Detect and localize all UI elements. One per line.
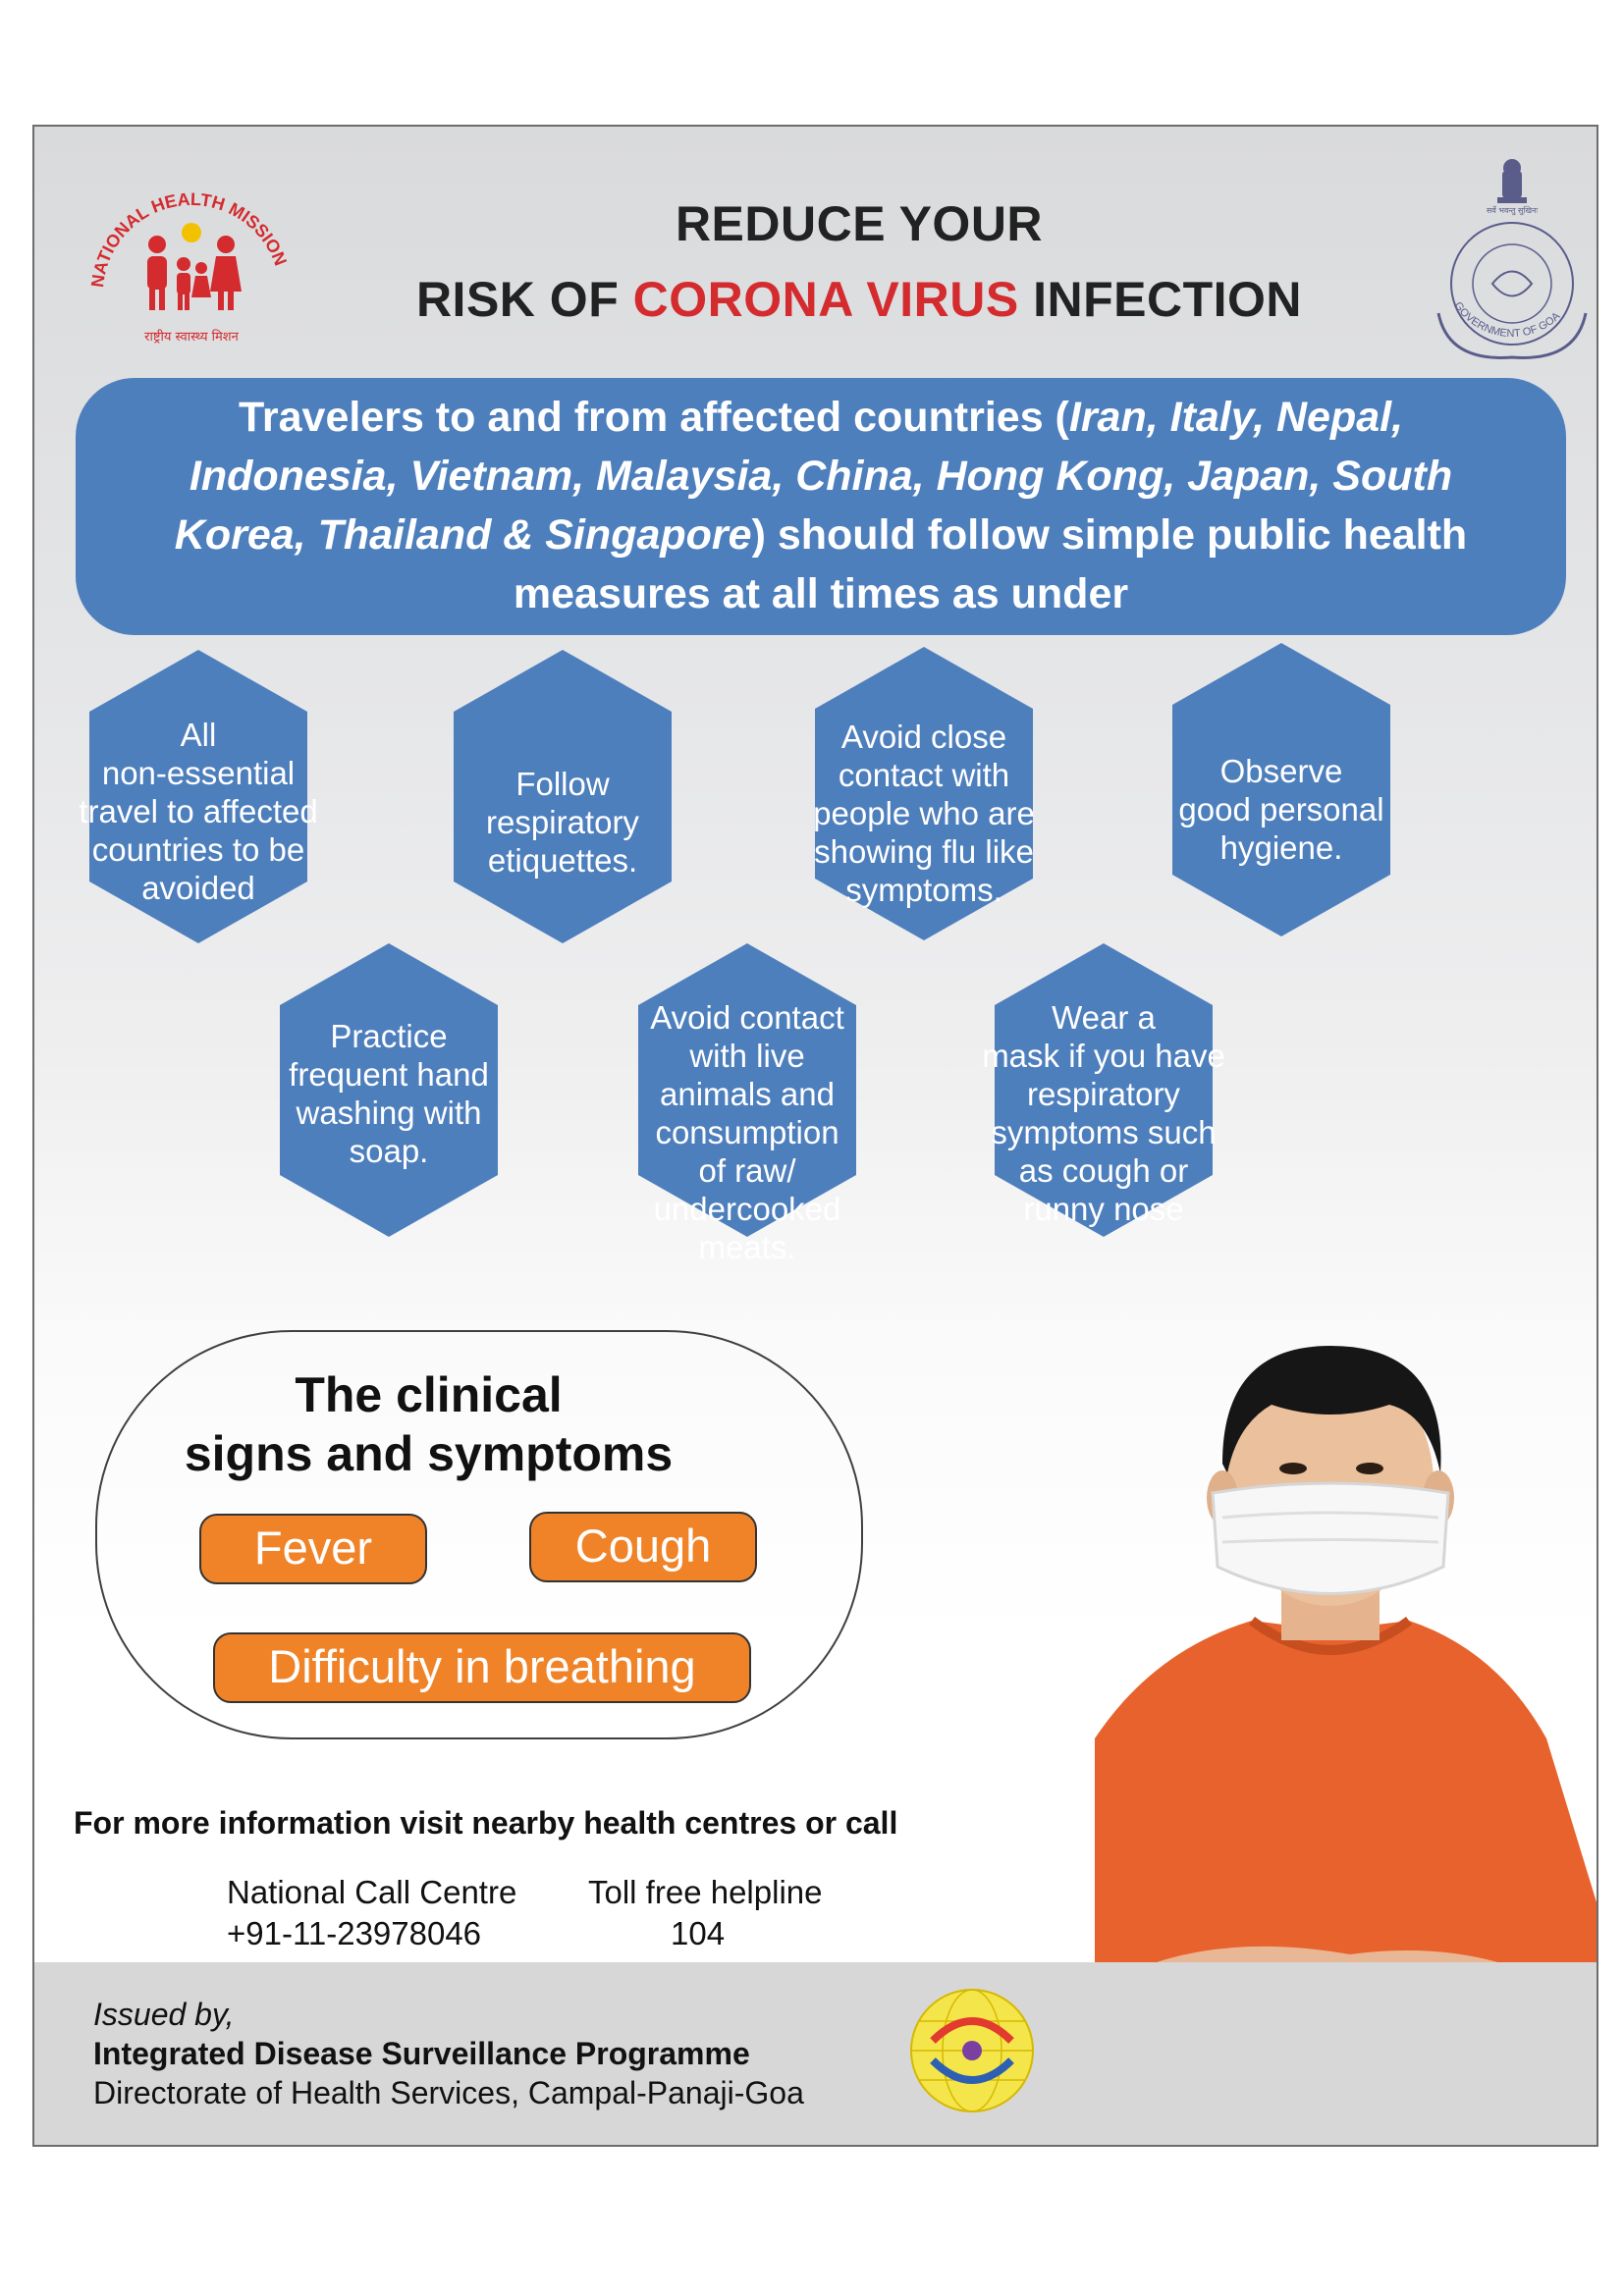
banner-suffix: ) should follow simple public health measures at all times as under <box>513 511 1468 617</box>
measure-3-line: people who are <box>813 795 1035 831</box>
measure-6-line: with live <box>689 1038 805 1074</box>
idsp-globe-logo <box>898 1982 1046 2119</box>
banner-countries: Iran, Italy, Nepal, Indonesia, Vietnam, Malaysia, China, Hong Kong, Japan, South Korea, Thailand & Singapore <box>174 394 1453 559</box>
measure-6-line: of raw/ <box>698 1152 796 1189</box>
measure-1-line: All <box>180 717 217 753</box>
title-line-1: REDUCE YOUR <box>675 196 1044 251</box>
measure-1-line: countries to be <box>91 831 305 868</box>
measure-6-line: meats. <box>698 1229 796 1265</box>
banner-prefix: Travelers to and from affected countries ( <box>238 394 1069 441</box>
measure-4-line: Observe <box>1219 753 1343 789</box>
symptom-fever: Fever <box>199 1514 427 1584</box>
title-risk-of: RISK OF <box>415 272 633 327</box>
issued-by: Issued by, <box>93 1997 235 2032</box>
measure-6-line: animals and <box>660 1076 835 1112</box>
measure-3-line: Avoid close <box>840 719 1007 755</box>
measure-5-line: Practice <box>330 1018 448 1054</box>
measure-2-text <box>440 765 685 880</box>
measure-5-line: washing with <box>296 1095 482 1131</box>
symptoms-box <box>95 1330 863 1739</box>
measure-3-line: showing flu like <box>814 833 1034 870</box>
programme-name: Integrated Disease Surveillance Programme <box>93 2036 750 2071</box>
measure-7-line: symptoms such <box>991 1114 1217 1150</box>
measure-7-line: as cough or <box>1018 1152 1189 1189</box>
national-call-centre-label: National Call Centre <box>227 1874 517 1910</box>
measure-4-text <box>1159 752 1404 867</box>
symptoms-title-line-1: The clinical <box>295 1367 563 1422</box>
directorate-name: Directorate of Health Services, Campal-Panaji-Goa <box>93 2075 804 2110</box>
measure-2-line: Follow <box>515 766 610 802</box>
nhm-hindi-text: राष्ट्रीय स्वास्थ्य मिशन <box>144 330 239 345</box>
measure-3-text <box>801 718 1047 909</box>
toll-free-number: 104 <box>671 1915 726 1951</box>
measure-7-line: respiratory <box>1027 1076 1180 1112</box>
national-call-centre-number: +91-11-23978046 <box>227 1915 482 1951</box>
more-info-heading: For more information visit nearby health centres or call <box>74 1805 898 1841</box>
measure-5-line: soap. <box>349 1133 429 1169</box>
measure-4-line: hygiene. <box>1219 829 1343 866</box>
measure-7-line: runny nose <box>1023 1191 1184 1227</box>
poster <box>32 125 1598 2147</box>
measure-7-line: mask if you have <box>982 1038 1225 1074</box>
measure-1-line: travel to affected <box>79 793 318 829</box>
measure-2-line: respiratory <box>486 804 639 840</box>
measure-1-text <box>76 716 321 907</box>
nhm-arc-text: NATIONAL HEALTH MISSION <box>87 188 291 289</box>
symptoms-title-line-2: signs and symptoms <box>184 1426 674 1481</box>
measure-6-line: Avoid contact <box>650 999 844 1036</box>
title-infection: INFECTION <box>1018 272 1303 327</box>
measure-7-text <box>981 998 1226 1228</box>
measure-6-text <box>624 998 870 1266</box>
measure-2-line: etiquettes. <box>487 842 638 879</box>
measure-6-line: consumption <box>655 1114 839 1150</box>
measure-3-line: contact with <box>838 757 1010 793</box>
symptom-difficulty-breathing: Difficulty in breathing <box>213 1632 751 1703</box>
measure-1-line: avoided <box>141 870 255 906</box>
goa-arc-text: GOVERNMENT OF GOA <box>1451 299 1563 341</box>
title-corona-virus: CORONA VIRUS <box>632 272 1019 327</box>
measure-5-text <box>266 1017 512 1170</box>
measure-1-line: non-essential <box>101 755 296 791</box>
toll-free-label: Toll free helpline <box>588 1874 823 1910</box>
measure-3-line: symptoms. <box>845 872 1002 908</box>
measure-7-line: Wear a <box>1052 999 1156 1036</box>
measure-6-line: undercooked <box>653 1191 841 1227</box>
measure-4-line: good personal <box>1178 791 1384 828</box>
symptom-cough: Cough <box>529 1512 757 1582</box>
measure-5-line: frequent hand <box>289 1056 489 1093</box>
goa-motto-text: सर्वे भवन्तु सुखिनः <box>1486 206 1539 215</box>
